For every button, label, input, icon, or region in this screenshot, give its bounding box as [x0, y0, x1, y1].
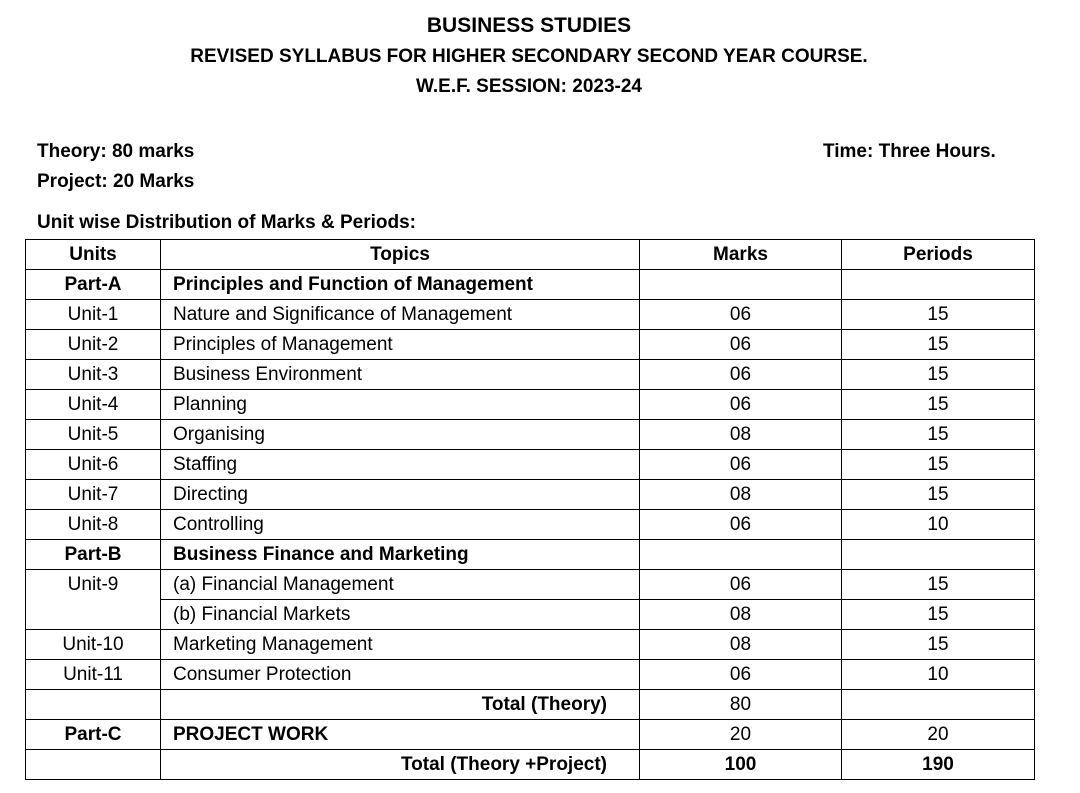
grand-total-marks: 100	[640, 750, 842, 780]
table-row	[26, 600, 1035, 630]
total-theory-unit-empty	[26, 690, 161, 720]
topic-cell: Staffing	[161, 450, 640, 480]
table-row	[26, 660, 1035, 690]
unit-cell: Unit-1	[26, 300, 161, 330]
marks-cell: 06	[640, 390, 842, 420]
periods-cell: 15	[842, 570, 1035, 600]
session-line: W.E.F. SESSION: 2023-24	[416, 76, 642, 97]
part-b-periods	[842, 540, 1035, 570]
periods-cell: 15	[842, 330, 1035, 360]
part-b-topic: Business Finance and Marketing	[161, 540, 640, 570]
marks-cell: 06	[640, 660, 842, 690]
header-marks: Marks	[640, 240, 842, 270]
project-marks: Project: 20 Marks	[37, 171, 195, 192]
unit-cell: Unit-11	[26, 660, 161, 690]
part-a-row	[26, 270, 1035, 300]
part-c-periods: 20	[842, 720, 1035, 750]
part-a-periods	[842, 270, 1035, 300]
table-row	[26, 420, 1035, 450]
header-units: Units	[26, 240, 161, 270]
part-c-topic: PROJECT WORK	[161, 720, 640, 750]
document-title: BUSINESS STUDIES	[426, 14, 632, 37]
table-row	[26, 390, 1035, 420]
topic-cell: Business Environment	[161, 360, 640, 390]
table-row	[26, 570, 1035, 600]
table-row	[26, 630, 1035, 660]
theory-marks: Theory: 80 marks	[37, 141, 195, 162]
unit-cell: Unit-2	[26, 330, 161, 360]
part-c-marks: 20	[640, 720, 842, 750]
marks-cell: 06	[640, 450, 842, 480]
table-row	[26, 450, 1035, 480]
total-theory-marks: 80	[640, 690, 842, 720]
part-a-topic: Principles and Function of Management	[161, 270, 640, 300]
topic-cell: Consumer Protection	[161, 660, 640, 690]
unit-cell: Unit-5	[26, 420, 161, 450]
unit-cell: Unit-4	[26, 390, 161, 420]
table-row	[26, 300, 1035, 330]
table-header-row	[26, 240, 1035, 270]
table-row	[26, 510, 1035, 540]
exam-time: Time: Three Hours.	[823, 141, 996, 162]
part-a-label: Part-A	[26, 270, 161, 300]
unit-cell: Unit-8	[26, 510, 161, 540]
unit-cell: Unit-10	[26, 630, 161, 660]
periods-cell: 15	[842, 480, 1035, 510]
grand-total-label: Total (Theory +Project)	[161, 750, 640, 780]
periods-cell: 15	[842, 630, 1035, 660]
table-row	[26, 480, 1035, 510]
periods-cell: 15	[842, 300, 1035, 330]
grand-total-unit-empty	[26, 750, 161, 780]
distribution-heading: Unit wise Distribution of Marks & Periods:	[37, 212, 416, 233]
unit-cell: Unit-9	[26, 570, 161, 600]
topic-cell: Marketing Management	[161, 630, 640, 660]
marks-distribution-table	[25, 239, 1035, 780]
topic-cell: (b) Financial Markets	[161, 600, 640, 630]
document-subtitle: REVISED SYLLABUS FOR HIGHER SECONDARY SECOND YEAR COURSE.	[190, 46, 868, 67]
grand-total-row	[26, 750, 1035, 780]
periods-cell: 10	[842, 510, 1035, 540]
total-theory-periods-empty	[842, 690, 1035, 720]
periods-cell: 15	[842, 450, 1035, 480]
header-topics: Topics	[161, 240, 640, 270]
total-theory-label: Total (Theory)	[161, 690, 640, 720]
unit-cell: Unit-3	[26, 360, 161, 390]
unit-cell: Unit-7	[26, 480, 161, 510]
part-b-label: Part-B	[26, 540, 161, 570]
marks-cell: 06	[640, 570, 842, 600]
periods-cell: 15	[842, 390, 1035, 420]
topic-cell: Organising	[161, 420, 640, 450]
marks-cell: 06	[640, 510, 842, 540]
topic-cell: Principles of Management	[161, 330, 640, 360]
marks-cell: 08	[640, 600, 842, 630]
marks-cell: 08	[640, 420, 842, 450]
marks-cell: 08	[640, 480, 842, 510]
marks-cell: 06	[640, 330, 842, 360]
grand-total-periods: 190	[842, 750, 1035, 780]
topic-cell: Nature and Significance of Management	[161, 300, 640, 330]
marks-cell: 08	[640, 630, 842, 660]
topic-cell: Controlling	[161, 510, 640, 540]
total-theory-row	[26, 690, 1035, 720]
part-c-row	[26, 720, 1035, 750]
periods-cell: 15	[842, 420, 1035, 450]
periods-cell: 15	[842, 360, 1035, 390]
table-row	[26, 360, 1035, 390]
topic-cell: Directing	[161, 480, 640, 510]
periods-cell: 15	[842, 600, 1035, 630]
topic-cell: (a) Financial Management	[161, 570, 640, 600]
unit-cell-empty	[26, 600, 161, 630]
periods-cell: 10	[842, 660, 1035, 690]
header-periods: Periods	[842, 240, 1035, 270]
marks-cell: 06	[640, 360, 842, 390]
part-b-marks	[640, 540, 842, 570]
marks-cell: 06	[640, 300, 842, 330]
part-a-marks	[640, 270, 842, 300]
unit-cell: Unit-6	[26, 450, 161, 480]
part-b-row	[26, 540, 1035, 570]
part-c-label: Part-C	[26, 720, 161, 750]
table-row	[26, 330, 1035, 360]
topic-cell: Planning	[161, 390, 640, 420]
